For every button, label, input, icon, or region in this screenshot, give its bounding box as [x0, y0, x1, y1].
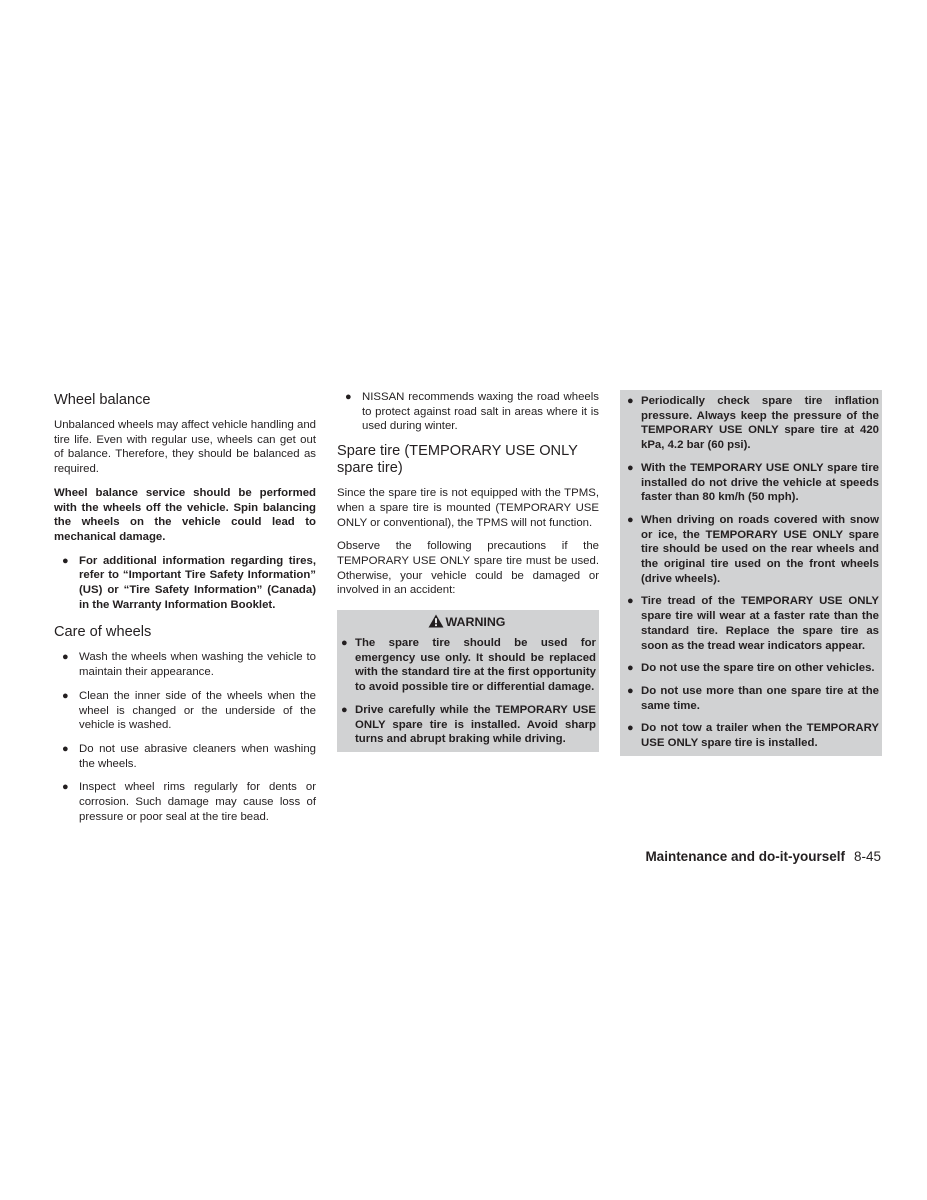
column-left: [54, 390, 316, 833]
bullet-icon: ●: [341, 703, 348, 716]
warning-list: [337, 636, 596, 747]
nissan-recommendation-list: [337, 390, 599, 434]
care-of-wheels-list: [54, 650, 316, 824]
bullet-icon: ●: [341, 637, 348, 650]
spare-tire-warning-list: [623, 394, 879, 751]
column-middle: [337, 390, 599, 752]
warning-triangle-icon: [428, 614, 444, 633]
bullet-icon: ●: [62, 689, 69, 702]
wheel-balance-heading: Wheel balance: [54, 392, 151, 408]
list-item-text: Tire tread of the TEMPORARY USE ONLY spare tire will wear at a faster rate than the standard tire. Replace the spare tire as soon as the tread wear indicators appear.: [641, 595, 879, 652]
list-item-text: Periodically check spare tire inflation pressure. Always keep the pressure of the TEMPORARY USE ONLY spare tire at 420 kPa, 4.2 bar (60 psi).: [641, 395, 879, 452]
list-item-text: Clean the inner side of the wheels when the wheel is changed or the underside of the vehicle is washed.: [79, 689, 316, 732]
list-item-text: Do not use more than one spare tire at the same time.: [641, 684, 879, 712]
bullet-icon: ●: [627, 684, 634, 697]
bullet-icon: ●: [627, 662, 634, 675]
list-item-text: Wash the wheels when washing the vehicle to maintain their appearance.: [79, 651, 316, 679]
wheel-balance-list: [54, 554, 316, 613]
list-item-text: Do not use abrasive cleaners when washing the wheels.: [79, 742, 316, 770]
care-of-wheels-heading: Care of wheels: [54, 624, 152, 641]
bullet-icon: ●: [627, 395, 634, 407]
bullet-icon: ●: [62, 781, 69, 794]
list-item-text: Do not tow a trailer when the TEMPORARY USE ONLY spare tire is installed.: [641, 722, 879, 750]
warning-title: [337, 613, 596, 633]
list-item: [623, 721, 879, 750]
wheel-balance-service-note: Wheel balance service should be performed with the wheels off the vehicle. Spin balancing the wheels on the vehicle could lead to mechanical damage.: [54, 486, 316, 543]
list-item-text: Drive carefully while the TEMPORARY USE ONLY spare tire is installed. Avoid sharp turns and abrupt braking while driving.: [355, 703, 596, 746]
bullet-icon: ●: [627, 461, 634, 474]
column-right: [620, 390, 882, 756]
page-footer: [645, 849, 881, 865]
bullet-icon: ●: [627, 595, 634, 608]
list-item-text: For additional information regarding tires, refer to “Important Tire Safety Information” (US) or “Tire Safety Information” (Canada) in the Warranty Information Booklet.: [79, 554, 316, 611]
footer-page-number: 8-45: [853, 849, 881, 864]
wheel-balance-paragraph: Unbalanced wheels may affect vehicle handling and tire life. Even with regular use, wheels can get out of balance. Therefore, they should be balanced as required.: [54, 419, 316, 476]
list-item: [54, 650, 316, 679]
list-item-text: NISSAN recommends waxing the road wheels to protect against road salt in areas where it is used during winter.: [362, 391, 599, 433]
spare-tire-paragraph-tpms: Since the spare tire is not equipped with the TPMS, when a spare tire is mounted (TEMPORARY USE ONLY or conventional), the TPMS will not function.: [337, 487, 599, 529]
list-item: [54, 689, 316, 733]
list-item: [54, 742, 316, 771]
bullet-icon: ●: [345, 391, 352, 403]
list-item: [54, 554, 316, 613]
footer-section-title: Maintenance and do-it-yourself: [645, 849, 845, 864]
list-item: [623, 661, 879, 676]
list-item: [623, 513, 879, 587]
list-item: [623, 684, 879, 713]
bullet-icon: ●: [62, 651, 69, 664]
list-item-text: With the TEMPORARY USE ONLY spare tire installed do not drive the vehicle at speeds faster than 80 km/h (50 mph).: [641, 461, 879, 504]
list-item-text: Inspect wheel rims regularly for dents or corrosion. Such damage may cause loss of pressure or poor seal at the tire bead.: [79, 781, 316, 823]
list-item: [337, 703, 596, 747]
list-item-text: Do not use the spare tire on other vehicles.: [641, 662, 875, 675]
warning-title-text: WARNING: [445, 615, 506, 630]
list-item: [337, 636, 596, 695]
warning-continued-box: [620, 390, 882, 756]
spare-tire-paragraph-precautions: Observe the following precautions if the TEMPORARY USE ONLY spare tire must be used. Otherwise, your vehicle could be damaged or involved in an accident:: [337, 540, 599, 597]
spare-tire-heading: Spare tire (TEMPORARY USE ONLY spare tire): [337, 443, 578, 477]
bullet-icon: ●: [627, 513, 634, 526]
list-item: [623, 594, 879, 653]
bullet-icon: ●: [62, 554, 69, 567]
list-item: [623, 394, 879, 453]
warning-box: [337, 610, 599, 752]
list-item-text: When driving on roads covered with snow or ice, the TEMPORARY USE ONLY spare tire should be used on the rear wheels and the original tire used on the front wheels (drive wheels).: [641, 513, 879, 585]
bullet-icon: ●: [627, 722, 634, 735]
bullet-icon: ●: [62, 742, 69, 755]
list-item: [337, 390, 599, 434]
list-item: [623, 461, 879, 505]
list-item-text: The spare tire should be used for emergency use only. It should be replaced with the standard tire at the first opportunity to avoid possible tire or differential damage.: [355, 637, 596, 694]
list-item: [54, 780, 316, 824]
